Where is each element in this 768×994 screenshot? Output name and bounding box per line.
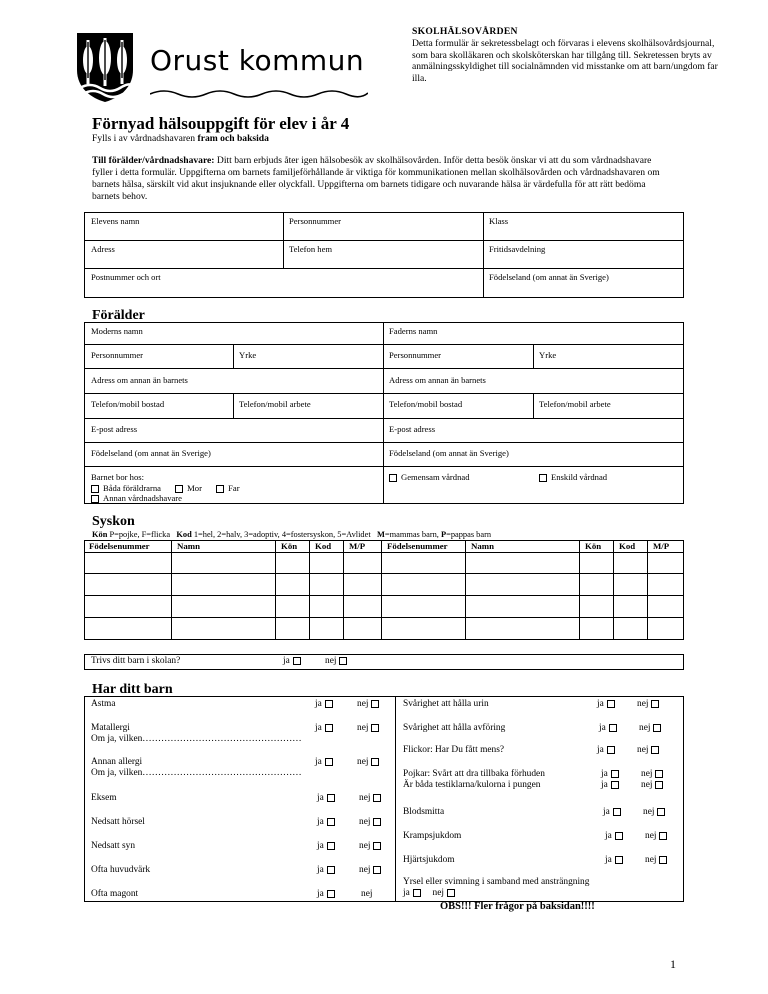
- q-matallergi-ja-label: ja: [315, 723, 322, 733]
- q-mens-ja-checkbox[interactable]: [607, 746, 615, 754]
- q-avforing-ja-label: ja: [599, 723, 606, 733]
- father-phone-work-field[interactable]: Telefon/mobil arbete: [539, 399, 611, 409]
- q-astma-nej-checkbox[interactable]: [371, 700, 379, 708]
- subtitle-text: Fylls i av vårdnadshavaren: [92, 133, 198, 144]
- q-horsel-ja-checkbox[interactable]: [327, 818, 335, 826]
- q-yrsel-answers: [403, 888, 455, 898]
- q-annan-allergi-which[interactable]: Om ja, vilken……………………………………………: [91, 768, 302, 778]
- joint-custody-checkbox[interactable]: [389, 474, 397, 482]
- father-pnr-field[interactable]: Personnummer: [389, 350, 442, 360]
- q-matallergi-nej-label: nej: [357, 723, 369, 733]
- q-urin-nej: [637, 699, 659, 709]
- q-magont-nej: nej: [361, 889, 373, 899]
- father-phone-home-field[interactable]: Telefon/mobil bostad: [389, 399, 463, 409]
- form-title: Förnyad hälsouppgift för elev i år 4: [92, 114, 350, 133]
- col-fodelsenummer-1: Födelsenummer: [89, 541, 150, 551]
- q-forhud-nej: [641, 769, 663, 779]
- joint-custody-label: Gemensam vårdnad: [401, 472, 470, 482]
- father-name-field[interactable]: Faderns namn: [389, 326, 438, 336]
- q-urin: Svårighet att hålla urin: [403, 699, 489, 709]
- q-magont: Ofta magont: [91, 889, 139, 899]
- notice-title: SKOLHÄLSOVÅRDEN: [412, 26, 518, 37]
- mother-pnr-field[interactable]: Personnummer: [91, 350, 144, 360]
- q-annan-allergi-ja: [315, 757, 333, 767]
- q-matallergi-which[interactable]: Om ja, vilken……………………………………………: [91, 734, 302, 744]
- q-hjarta-ja-label: ja: [605, 855, 612, 865]
- legend-kod: 1=hel, 2=halv, 3=adoptiv, 4=fostersyskon, 5=Avlidet: [191, 530, 371, 539]
- q-forhud-ja: [601, 769, 619, 779]
- q-syn: Nedsatt syn: [91, 841, 136, 851]
- q-kramp-ja-checkbox[interactable]: [615, 832, 623, 840]
- student-name-field[interactable]: Elevens namn: [91, 216, 140, 226]
- q-syn-nej-label: nej: [359, 841, 371, 851]
- q-blodsmitta-ja: [603, 807, 621, 817]
- student-phone-field[interactable]: Telefon hem: [289, 244, 333, 254]
- q-blodsmitta: Blodsmitta: [403, 807, 445, 817]
- q-astma-ja-label: ja: [315, 699, 322, 709]
- q-yrsel-nej-checkbox[interactable]: [447, 889, 455, 897]
- q-kramp: Krampsjukdom: [403, 831, 462, 841]
- q-huvudvark-nej-checkbox[interactable]: [373, 866, 381, 874]
- col-kon-1: Kön: [281, 541, 298, 551]
- legend-kon-key: Kön: [92, 530, 108, 539]
- obs-note: OBS!!! Fler frågor på baksidan!!!!: [440, 901, 595, 912]
- legend-p-key: P: [440, 530, 447, 539]
- health-section-title: Har ditt barn: [92, 682, 173, 697]
- other-guardian-label: Annan vårdnadshavare: [103, 493, 182, 503]
- q-hjarta: Hjärtsjukdom: [403, 855, 455, 865]
- col-fodelsenummer-2: Födelsenummer: [387, 541, 448, 551]
- sole-custody-label: Enskild vårdnad: [551, 472, 608, 482]
- student-class-field[interactable]: Klass: [489, 216, 509, 226]
- notice-body: Detta formulär är sekretessbelagt och förvaras i elevens skolhälsovårdsjournal, som bara skolläkaren och skolsköterskan har tillgång till. Sekretessen bryts av anmälningsskyldighet till socialnämnden vid misstanke om att barn/ungdom far illa.: [412, 37, 718, 85]
- school-question-box: [84, 654, 684, 670]
- mother-phone-work-field[interactable]: Telefon/mobil arbete: [239, 399, 311, 409]
- mother-addr-field[interactable]: Adress om annan än barnets: [91, 375, 188, 385]
- legend-m: =mammas barn,: [384, 530, 441, 539]
- siblings-section-title: Syskon: [92, 514, 135, 529]
- siblings-table: [84, 540, 684, 640]
- mor-label: Mor: [187, 482, 202, 493]
- parents-box: [84, 322, 684, 504]
- q-blodsmitta-ja-checkbox[interactable]: [613, 808, 621, 816]
- q-huvudvark-ja-label: ja: [317, 865, 324, 875]
- mor-checkbox[interactable]: [175, 485, 183, 493]
- q-eksem-nej-label: nej: [359, 793, 371, 803]
- q-blodsmitta-nej-checkbox[interactable]: [657, 808, 665, 816]
- legend-kon: P=pojke, F=flicka: [107, 530, 171, 539]
- q-syn-nej: [359, 841, 381, 851]
- sole-custody-checkbox[interactable]: [539, 474, 547, 482]
- q-testiklar-nej-label: nej: [641, 780, 653, 790]
- q-urin-ja-checkbox[interactable]: [607, 700, 615, 708]
- q-matallergi-nej-checkbox[interactable]: [371, 724, 379, 732]
- student-postal-field[interactable]: Postnummer och ort: [91, 272, 161, 282]
- q-matallergi-ja: [315, 723, 333, 733]
- legend-kod-key: Kod: [176, 530, 192, 539]
- mother-birthcountry-field[interactable]: Födelseland (om annat än Sverige): [91, 448, 211, 458]
- q-mens-ja-label: ja: [597, 745, 604, 755]
- school-no-option: [325, 656, 347, 666]
- q-annan-allergi: Annan allergi: [91, 757, 143, 767]
- q-blodsmitta-ja-label: ja: [603, 807, 610, 817]
- q-magont-ja-label: ja: [317, 889, 324, 899]
- school-no-label: nej: [325, 656, 337, 666]
- student-address-field[interactable]: Adress: [91, 244, 115, 254]
- q-hjarta-nej-checkbox[interactable]: [659, 856, 667, 864]
- student-pnr-field[interactable]: Personnummer: [289, 216, 342, 226]
- subtitle-bold: fram och baksida: [197, 133, 269, 144]
- far-checkbox[interactable]: [216, 485, 224, 493]
- q-blodsmitta-nej: [643, 807, 665, 817]
- mother-phone-home-field[interactable]: Telefon/mobil bostad: [91, 399, 165, 409]
- q-forhud: Pojkar: Svårt att dra tillbaka förhuden: [403, 769, 545, 779]
- q-horsel-nej: [359, 817, 381, 827]
- q-horsel-nej-label: nej: [359, 817, 371, 827]
- q-matallergi-nej: [357, 723, 379, 733]
- col-mp-1: M/P: [349, 541, 366, 551]
- both-label: Båda föräldrarna: [103, 482, 161, 493]
- school-yes-checkbox[interactable]: [293, 657, 301, 665]
- q-hjarta-ja: [605, 855, 623, 865]
- q-syn-ja-checkbox[interactable]: [327, 842, 335, 850]
- q-forhud-ja-label: ja: [601, 769, 608, 779]
- confidentiality-notice: [412, 26, 722, 85]
- legend-m-key: M: [376, 530, 385, 539]
- q-huvudvark-ja: [317, 865, 335, 875]
- q-astma-nej: [357, 699, 379, 709]
- col-namn-2: Namn: [471, 541, 494, 551]
- health-box: [84, 696, 684, 902]
- q-horsel-nej-checkbox[interactable]: [373, 818, 381, 826]
- q-annan-allergi-ja-checkbox[interactable]: [325, 758, 333, 766]
- school-question: Trivs ditt barn i skolan?: [91, 656, 181, 666]
- mother-name-field[interactable]: Moderns namn: [91, 326, 143, 336]
- col-mp-2: M/P: [653, 541, 670, 551]
- q-matallergi: Matallergi: [91, 723, 130, 733]
- father-birthcountry-field[interactable]: Födelseland (om annat än Sverige): [389, 448, 509, 458]
- q-forhud-ja-checkbox[interactable]: [611, 770, 619, 778]
- q-huvudvark-nej: [359, 865, 381, 875]
- q-hjarta-nej-label: nej: [645, 855, 657, 865]
- lives-with-label: Barnet bor hos:: [91, 472, 144, 482]
- school-yes-option: [283, 656, 301, 666]
- father-addr-field[interactable]: Adress om annan än barnets: [389, 375, 486, 385]
- q-annan-allergi-nej-checkbox[interactable]: [371, 758, 379, 766]
- q-mens-ja: [597, 745, 615, 755]
- intro-body: Ditt barn erbjuds åter igen hälsobesök av skolhälsovården. Inför detta besök önskar vi att du som vårdnadshavare fyller i detta formulär. Uppgifterna om barnets familjeförhållande är viktiga för kommunikationen mellan skolhälsovården och vårdnadshavaren om barnets hälsa, särskilt vid akut insjuknande eller olyckfall. Uppgifterna om barnets tidigare och nuvarande hälsa är värdefulla för att rätt bedöma barnets behov.: [92, 155, 660, 202]
- intro-text: [92, 155, 672, 203]
- q-yrsel-nej-label: nej: [432, 888, 444, 898]
- q-testiklar-ja: [601, 780, 619, 790]
- q-yrsel: Yrsel eller svimning i samband med ansträngning: [403, 877, 590, 887]
- q-eksem-ja-label: ja: [317, 793, 324, 803]
- q-kramp-ja-label: ja: [605, 831, 612, 841]
- school-yes-label: ja: [283, 656, 290, 666]
- q-magont-ja-checkbox[interactable]: [327, 890, 335, 898]
- q-mens: Flickor: Har Du fått mens?: [403, 745, 505, 755]
- other-guardian-checkbox[interactable]: [91, 495, 99, 503]
- q-horsel-ja-label: ja: [317, 817, 324, 827]
- student-birthcountry-field[interactable]: Födelseland (om annat än Sverige): [489, 272, 609, 282]
- q-huvudvark: Ofta huvudvärk: [91, 865, 151, 875]
- page-number: 1: [670, 957, 676, 971]
- far-label: Far: [228, 482, 240, 493]
- parents-section-title: Förälder: [92, 308, 145, 323]
- q-urin-nej-checkbox[interactable]: [651, 700, 659, 708]
- q-testiklar-nej-checkbox[interactable]: [655, 781, 663, 789]
- q-mens-nej-checkbox[interactable]: [651, 746, 659, 754]
- q-syn-ja-label: ja: [317, 841, 324, 851]
- col-kon-2: Kön: [585, 541, 602, 551]
- q-forhud-nej-checkbox[interactable]: [655, 770, 663, 778]
- q-annan-allergi-nej-label: nej: [357, 757, 369, 767]
- father-email-field[interactable]: E-post adress: [389, 424, 436, 434]
- q-syn-nej-checkbox[interactable]: [373, 842, 381, 850]
- q-astma-ja-checkbox[interactable]: [325, 700, 333, 708]
- q-hjarta-ja-checkbox[interactable]: [615, 856, 623, 864]
- q-astma-nej-label: nej: [357, 699, 369, 709]
- logo: [74, 30, 374, 110]
- sole-custody-option: [533, 469, 613, 485]
- q-magont-ja: [317, 889, 335, 899]
- q-avforing-ja-checkbox[interactable]: [609, 724, 617, 732]
- q-kramp-nej-checkbox[interactable]: [659, 832, 667, 840]
- q-eksem-ja: [317, 793, 335, 803]
- q-astma-ja: [315, 699, 333, 709]
- q-yrsel-ja-checkbox[interactable]: [413, 889, 421, 897]
- mother-email-field[interactable]: E-post adress: [91, 424, 138, 434]
- col-kod-1: Kod: [315, 541, 332, 551]
- q-avforing-nej: [639, 723, 661, 733]
- logo-text: Orust kommun: [150, 44, 365, 77]
- wave-icon: [150, 88, 368, 98]
- q-urin-ja: [597, 699, 615, 709]
- q-huvudvark-nej-label: nej: [359, 865, 371, 875]
- q-eksem: Eksem: [91, 793, 117, 803]
- q-mens-nej-label: nej: [637, 745, 649, 755]
- intro-bold: Till förälder/vårdnadshavare:: [92, 155, 215, 166]
- siblings-legend: [92, 530, 491, 539]
- q-eksem-nej: [359, 793, 381, 803]
- q-urin-ja-label: ja: [597, 699, 604, 709]
- legend-p: =pappas barn: [446, 530, 492, 539]
- q-forhud-nej-label: nej: [641, 769, 653, 779]
- q-testiklar-ja-label: ja: [601, 780, 608, 790]
- q-eksem-ja-checkbox[interactable]: [327, 794, 335, 802]
- lives-with-group: [85, 469, 246, 507]
- q-urin-nej-label: nej: [637, 699, 649, 709]
- q-kramp-nej: [645, 831, 667, 841]
- q-avforing: Svårighet att hålla avföring: [403, 723, 506, 733]
- q-syn-ja: [317, 841, 335, 851]
- student-info-box: [84, 212, 684, 298]
- joint-custody-option: [383, 469, 476, 485]
- col-namn-1: Namn: [177, 541, 200, 551]
- q-testiklar: Är båda testiklarna/kulorna i pungen: [403, 780, 541, 790]
- col-kod-2: Kod: [619, 541, 636, 551]
- q-testiklar-nej: [641, 780, 663, 790]
- q-kramp-ja: [605, 831, 623, 841]
- student-fritids-field[interactable]: Fritidsavdelning: [489, 244, 546, 254]
- q-astma: Astma: [91, 699, 116, 709]
- father-job-field[interactable]: Yrke: [539, 350, 557, 360]
- q-horsel-ja: [317, 817, 335, 827]
- q-avforing-nej-label: nej: [639, 723, 651, 733]
- q-kramp-nej-label: nej: [645, 831, 657, 841]
- mother-job-field[interactable]: Yrke: [239, 350, 257, 360]
- coat-of-arms-icon: [74, 30, 136, 104]
- q-avforing-ja: [599, 723, 617, 733]
- q-annan-allergi-ja-label: ja: [315, 757, 322, 767]
- q-yrsel-ja-label: ja: [403, 888, 410, 898]
- q-mens-nej: [637, 745, 659, 755]
- q-blodsmitta-nej-label: nej: [643, 807, 655, 817]
- both-checkbox[interactable]: [91, 485, 99, 493]
- q-horsel: Nedsatt hörsel: [91, 817, 145, 827]
- q-matallergi-ja-checkbox[interactable]: [325, 724, 333, 732]
- q-testiklar-ja-checkbox[interactable]: [611, 781, 619, 789]
- q-eksem-nej-checkbox[interactable]: [373, 794, 381, 802]
- form-subtitle: [92, 133, 269, 144]
- q-avforing-nej-checkbox[interactable]: [653, 724, 661, 732]
- q-annan-allergi-nej: [357, 757, 379, 767]
- q-hjarta-nej: [645, 855, 667, 865]
- q-huvudvark-ja-checkbox[interactable]: [327, 866, 335, 874]
- school-no-checkbox[interactable]: [339, 657, 347, 665]
